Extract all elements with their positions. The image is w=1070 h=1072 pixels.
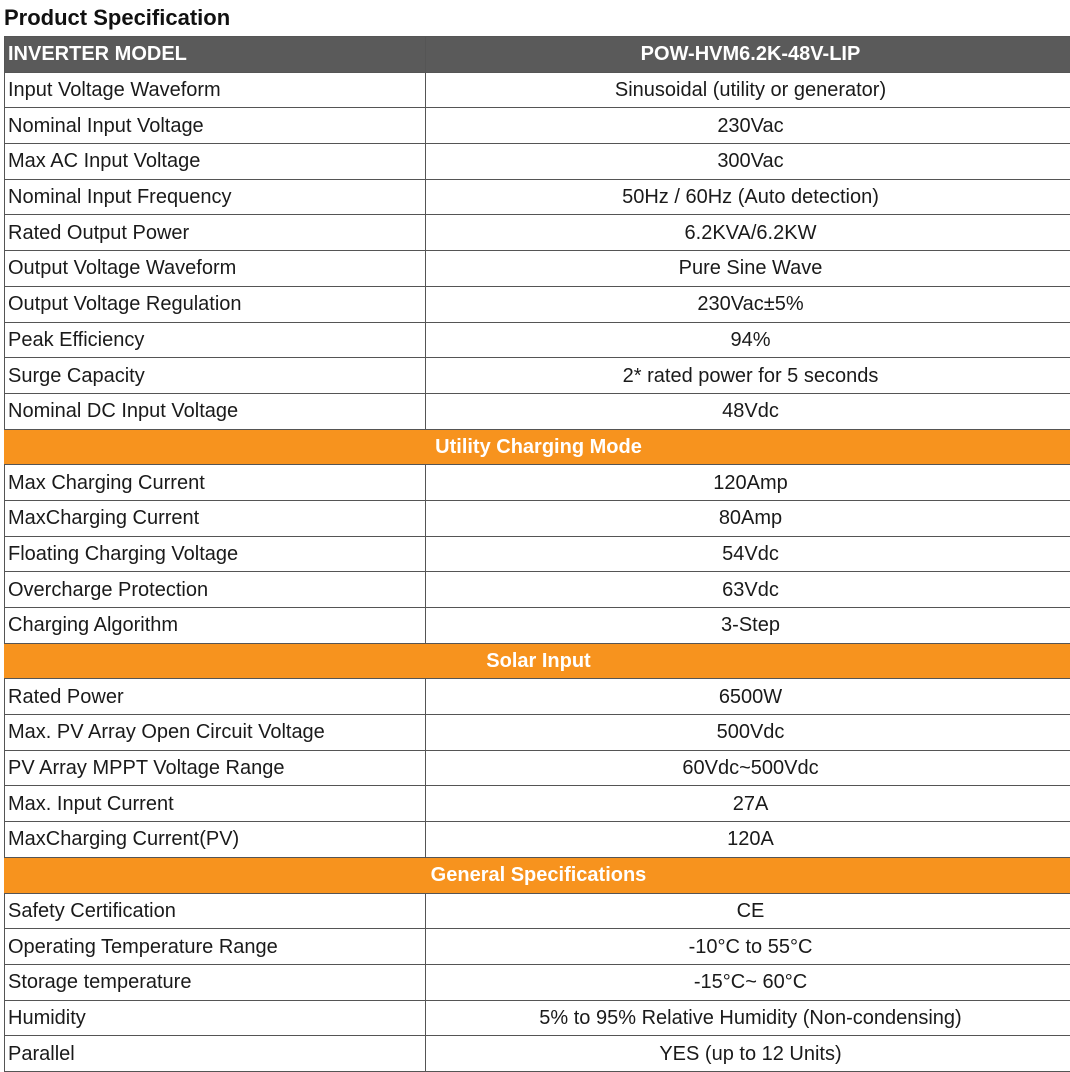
table-row: [5, 893, 1070, 929]
spec-value: YES (up to 12 Units): [426, 1036, 1070, 1072]
spec-value: 60Vdc~500Vdc: [426, 750, 1070, 786]
spec-value: CE: [426, 893, 1070, 929]
page-title: Product Specification: [4, 4, 230, 32]
spec-value: 6.2KVA/6.2KW: [426, 215, 1070, 251]
spec-label: Rated Power: [5, 679, 426, 715]
spec-label: PV Array MPPT Voltage Range: [5, 750, 426, 786]
spec-table: [4, 36, 1070, 1072]
spec-label: Rated Output Power: [5, 215, 426, 251]
spec-label: Storage temperature: [5, 964, 426, 1000]
spec-label: MaxCharging Current(PV): [5, 822, 426, 858]
spec-value: 48Vdc: [426, 393, 1070, 429]
table-row: [5, 536, 1070, 572]
spec-label: Operating Temperature Range: [5, 929, 426, 965]
spec-label: Max. Input Current: [5, 786, 426, 822]
spec-value: 120Amp: [426, 465, 1070, 501]
spec-value: 50Hz / 60Hz (Auto detection): [426, 179, 1070, 215]
spec-label: Parallel: [5, 1036, 426, 1072]
section-header-row: [5, 429, 1070, 465]
table-row: [5, 572, 1070, 608]
spec-value: 230Vac±5%: [426, 286, 1070, 322]
table-row: [5, 358, 1070, 394]
spec-label: Input Voltage Waveform: [5, 72, 426, 108]
spec-value: 2* rated power for 5 seconds: [426, 358, 1070, 394]
section-title: Utility Charging Mode: [5, 429, 1070, 465]
table-row: [5, 929, 1070, 965]
spec-label: Peak Efficiency: [5, 322, 426, 358]
table-row: [5, 608, 1070, 644]
table-row: [5, 72, 1070, 108]
table-row: [5, 964, 1070, 1000]
spec-value: Pure Sine Wave: [426, 251, 1070, 287]
table-row: [5, 1000, 1070, 1036]
spec-label: Safety Certification: [5, 893, 426, 929]
spec-label: Nominal Input Frequency: [5, 179, 426, 215]
spec-value: 6500W: [426, 679, 1070, 715]
spec-value: 300Vac: [426, 144, 1070, 180]
spec-value: 54Vdc: [426, 536, 1070, 572]
table-row: [5, 500, 1070, 536]
spec-value: -15°C~ 60°C: [426, 964, 1070, 1000]
table-row: [5, 251, 1070, 287]
spec-value: 94%: [426, 322, 1070, 358]
spec-label: Overcharge Protection: [5, 572, 426, 608]
section-header-row: [5, 857, 1070, 893]
table-row: [5, 144, 1070, 180]
spec-label: Charging Algorithm: [5, 608, 426, 644]
spec-label: Humidity: [5, 1000, 426, 1036]
table-row: [5, 108, 1070, 144]
spec-value: 5% to 95% Relative Humidity (Non-condensing): [426, 1000, 1070, 1036]
table-row: [5, 750, 1070, 786]
spec-value: 3-Step: [426, 608, 1070, 644]
table-row: [5, 715, 1070, 751]
spec-label: Max Charging Current: [5, 465, 426, 501]
spec-value: 80Amp: [426, 500, 1070, 536]
table-header-row: [5, 37, 1070, 73]
header-model: POW-HVM6.2K-48V-LIP: [426, 37, 1070, 73]
table-row: [5, 286, 1070, 322]
spec-label: Surge Capacity: [5, 358, 426, 394]
spec-label: Nominal DC Input Voltage: [5, 393, 426, 429]
header-label: INVERTER MODEL: [5, 37, 426, 73]
table-row: [5, 393, 1070, 429]
table-row: [5, 322, 1070, 358]
spec-value: 63Vdc: [426, 572, 1070, 608]
spec-value: -10°C to 55°C: [426, 929, 1070, 965]
table-row: [5, 822, 1070, 858]
spec-table-body: [5, 37, 1070, 1072]
table-row: [5, 215, 1070, 251]
section-title: General Specifications: [5, 857, 1070, 893]
spec-value: 500Vdc: [426, 715, 1070, 751]
table-row: [5, 679, 1070, 715]
spec-value: 230Vac: [426, 108, 1070, 144]
table-row: [5, 1036, 1070, 1072]
spec-label: Max. PV Array Open Circuit Voltage: [5, 715, 426, 751]
spec-label: Nominal Input Voltage: [5, 108, 426, 144]
table-row: [5, 179, 1070, 215]
spec-label: Output Voltage Regulation: [5, 286, 426, 322]
spec-label: Max AC Input Voltage: [5, 144, 426, 180]
spec-value: 27A: [426, 786, 1070, 822]
table-row: [5, 786, 1070, 822]
spec-label: Floating Charging Voltage: [5, 536, 426, 572]
spec-value: Sinusoidal (utility or generator): [426, 72, 1070, 108]
spec-value: 120A: [426, 822, 1070, 858]
spec-label: Output Voltage Waveform: [5, 251, 426, 287]
spec-label: MaxCharging Current: [5, 500, 426, 536]
section-header-row: [5, 643, 1070, 679]
table-row: [5, 465, 1070, 501]
section-title: Solar Input: [5, 643, 1070, 679]
